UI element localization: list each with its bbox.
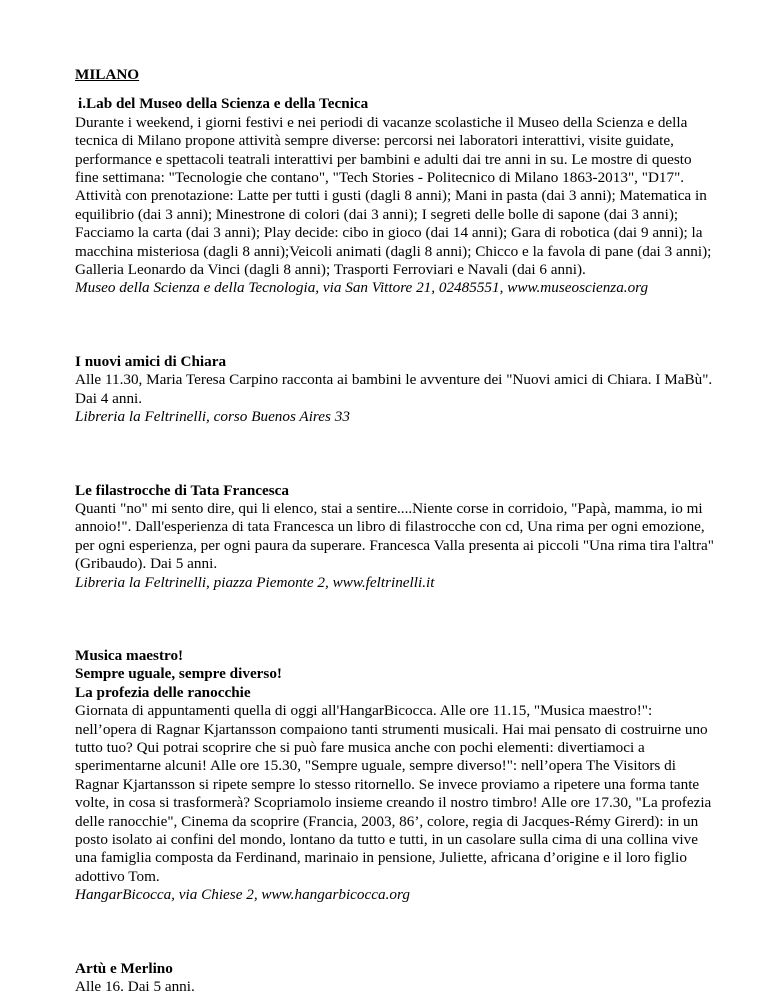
event-title: La profezia delle ranocchie <box>75 683 251 701</box>
event-description: Alle 11.30, Maria Teresa Carpino racconta ai bambini le avventure dei "Nuovi amici di Chiara. I MaBù". Dai 4 anni. <box>75 371 713 407</box>
event-address: Museo della Scienza e della Tecnologia, via San Vittore 21, 02485551, www.museoscienza.org <box>75 279 649 297</box>
event-description: Giornata di appuntamenti quella di oggi all'HangarBicocca. Alle ore 11.15, "Musica maestro!": nell’opera di Ragnar Kjartansson compaiono tanti strumenti musicali. Hai mai pensato di costruirne uno tutto tuo? Qui potrai scoprire che si può fare musica anche con pochi elementi: divertiamoci a sperimentarne alcuni! Alle ore 15.30, "Sempre uguale, sempre diverso!": nell’opera The Visitors di Ragnar Kjartansson si ripete sempre lo stesso ritornello. Se invece proviamo a ripetere una forma tante volte, in cosa si trasformerà? Scopriamolo insieme creando il nostro timbro! Alle ore 17.30, "La profezia delle ranocchie", Cinema da scoprire (Francia, 2003, 86’, colore, regia di Jacques-Rémy Girerd): in un posto isolato ai confini del mondo, lontano da tutto e tutti, in un casolare sulla cima di una collina vive una famiglia composta da Ferdinand, marinaio in pensione, Juliette, africana d’origine e il loro figlio adottivo Tom. <box>75 702 712 885</box>
document-page <box>75 66 715 996</box>
city-heading: MILANO <box>75 66 140 83</box>
event-title: Artù e Merlino <box>75 959 173 977</box>
event-title: Musica maestro! <box>75 646 184 664</box>
event-address: Libreria la Feltrinelli, piazza Piemonte 2, www.feltrinelli.it <box>75 573 435 591</box>
event-ilab <box>75 95 715 297</box>
spacer <box>75 298 715 353</box>
event-description: Alle 16. Dai 5 anni. <box>75 978 195 996</box>
event-description: Quanti "no" mi sento dire, qui li elenco, stai a sentire....Niente corse in corridoio, "Papà, mamma, io mi annoio!". Dall'esperienza di tata Francesca un libro di filastrocche con cd, Una rima per ogni emozione, per ogni esperienza, per ogni paura da superare. Francesca Valla presenta ai piccoli "Una rima tira l'altra" (Gribaudo). Dai 5 anni. <box>75 499 714 573</box>
event-title: Sempre uguale, sempre diverso! <box>75 665 282 683</box>
spacer <box>75 592 715 647</box>
event-description: Durante i weekend, i giorni festivi e nei periodi di vacanze scolastiche il Museo della Scienza e della tecnica di Milano propone attività sempre diverse: percorsi nei laboratori interattivi, visite guidate, performance e spettacoli teatrali interattivi per bambini e adulti dai tre anni in su. Le mostre di questo fine settimana: "Tecnologie che contano", "Tech Stories - Politecnico di Milano 1863-2013", "D17". Attività con prenotazione: Latte per tutti i gusti (dagli 8 anni); Mani in pasta (dai 3 anni); Matematica in equilibrio (dai 3 anni); Minestrone di colori (dai 3 anni); I segreti delle bolle di sapone (dai 3 anni); Facciamo la carta (dai 3 anni); Play decide: cibo in gioco (dai 14 anni); Gara di robotica (dai 9 anni); la macchina misteriosa (dagli 8 anni);Veicoli animati (dagli 8 anni); Chicco e la favola di pane (dai 3 anni); Galleria Leonardo da Vinci (dagli 8 anni); Trasporti Ferroviari e Navali (dai 6 anni). <box>75 113 712 279</box>
event-address: Libreria la Feltrinelli, corso Buenos Aires 33 <box>75 408 350 426</box>
event-address: HangarBicocca, via Chiese 2, www.hangarbicocca.org <box>75 886 410 904</box>
event-artu-merlino <box>75 960 715 996</box>
event-filastrocche <box>75 482 715 592</box>
event-nuovi-amici <box>75 353 715 427</box>
event-title: i.Lab del Museo della Scienza e della Tecnica <box>78 95 369 113</box>
spacer <box>75 427 715 482</box>
event-title: Le filastrocche di Tata Francesca <box>75 481 290 499</box>
spacer <box>75 905 715 960</box>
event-title: I nuovi amici di Chiara <box>75 352 227 370</box>
event-hangar-bicocca <box>75 647 715 905</box>
spacer <box>75 84 715 95</box>
